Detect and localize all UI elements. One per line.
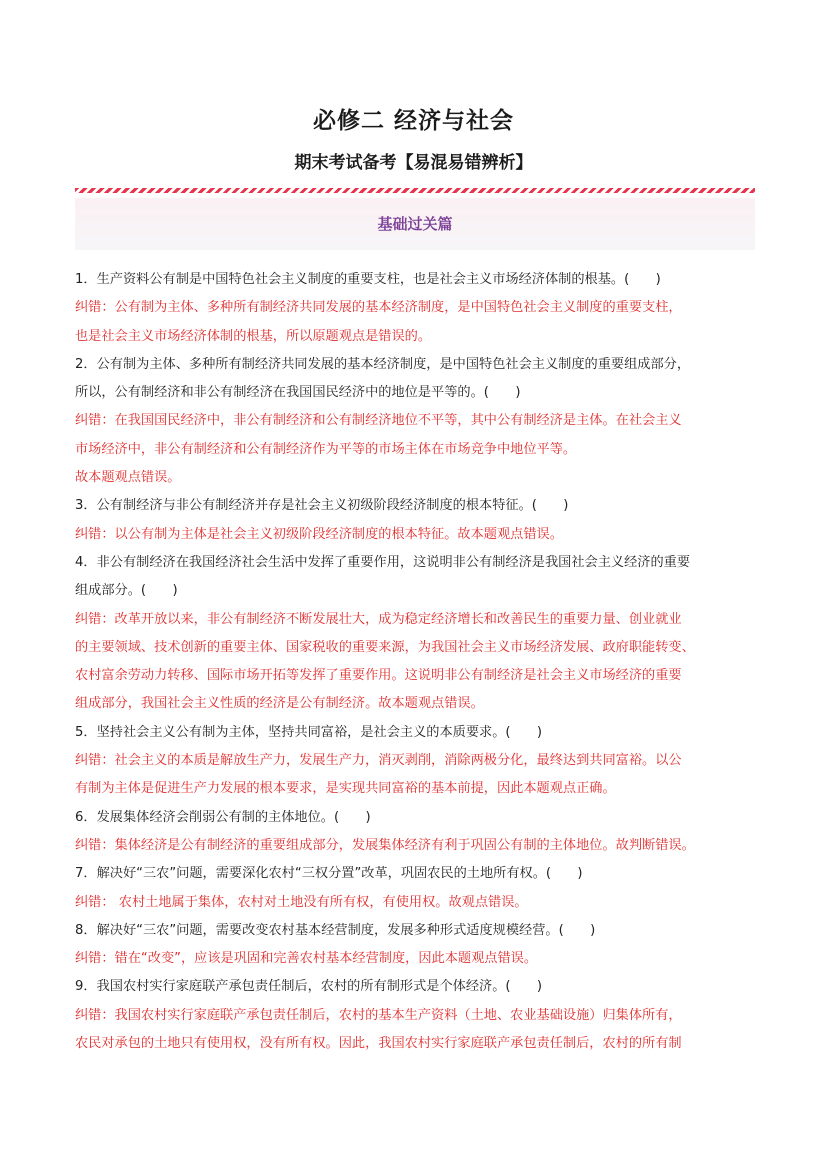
answer-correction-line: 市场经济中，非公有制经济和公有制经济作为平等的市场主体在市场竞争中地位平等。 [75,441,577,457]
question-text-line: 8．解决好“三农”问题，需要改变农村基本经营制度，发展多种形式适度规模经营。( ) [75,922,596,938]
question-text-line: 所以，公有制经济和非公有制经济在我国国民经济中的地位是平等的。( ) [75,385,521,401]
answer-correction-line: 纠错： 农村土地属于集体，农村对土地没有所有权，有使用权。故观点错误。 [75,894,528,910]
question-text-line: 7．解决好“三农”问题，需要深化农村“三权分置”改革，巩固农民的土地所有权。( ) [75,866,583,882]
question-text-line: 1．生产资料公有制是中国特色社会主义制度的重要支柱，也是社会主义市场经济体制的根基。( ) [75,272,661,287]
answer-correction-line: 农民对承包的土地只有使用权，没有所有权。因此，我国农村实行家庭联产承包责任制后，农村的所有制 [75,1036,682,1052]
question-text-line: 5．坚持社会主义公有制为主体，坚持共同富裕，是社会主义的本质要求。( ) [75,724,543,740]
answer-correction-line: 纠错：社会主义的本质是解放生产力，发展生产力，消灭剥削，消除两极分化，最终达到共同富裕。以公 [75,753,682,769]
question-item [75,719,759,804]
question-text-line: 9．我国农村实行家庭联产承包责任制后，农村的所有制形式是个体经济。( ) [75,979,543,995]
question-item [75,266,759,351]
question-item [75,860,759,917]
question-item [75,973,759,1058]
answer-correction-line: 纠错：改革开放以来，非公有制经济不断发展壮大，成为稳定经济增长和改善民生的重要力量、创业就业 [75,611,682,627]
document-subtitle: 期末考试备考【易混易错辨析】 [294,153,533,173]
question-item [75,917,759,974]
answer-correction-line: 纠错：以公有制为主体是社会主义初级阶段经济制度的根本特征。故本题观点错误。 [75,526,563,542]
answer-correction-line: 也是社会主义市场经济体制的根基，所以原题观点是错误的。 [75,328,432,344]
question-list [75,266,759,1058]
answer-correction-line: 纠错：错在“改变”，应该是巩固和完善农村基本经营制度，因此本题观点错误。 [75,951,538,967]
answer-correction-line: 有制为主体是促进生产力发展的根本要求，是实现共同富裕的基本前提，因此本题观点正确。 [75,781,616,797]
answer-correction-line: 纠错：在我国国民经济中，非公有制经济和公有制经济地位不平等，其中公有制经济是主体。在社会主义 [75,413,682,429]
answer-correction-line: 纠错：集体经济是公有制经济的重要组成部分，发展集体经济有利于巩固公有制的主体地位。故判断错误。 [75,837,695,853]
question-text-line: 2．公有制为主体、多种所有制经济共同发展的基本经济制度，是中国特色社会主义制度的重要组成部分， [75,356,691,372]
question-text-line: 3．公有制经济与非公有制经济并存是社会主义初级阶段经济制度的根本特征。( ) [75,498,569,514]
question-text-line: 6．发展集体经济会削弱公有制的主体地位。( ) [75,809,371,825]
answer-correction-line: 故本题观点错误。 [75,470,181,486]
question-text-line: 4．非公有制经济在我国经济社会生活中发挥了重要作用，这说明非公有制经济是我国社会主义经济的重要 [75,554,691,570]
question-item [75,804,759,861]
answer-correction-line: 组成部分，我国社会主义性质的经济是公有制经济。故本题观点错误。 [75,696,484,712]
section-banner-label: 基础过关篇 [377,215,453,233]
question-item [75,492,759,549]
document-title: 必修二 经济与社会 [312,107,514,134]
answer-correction-line: 农村富余劳动力转移、国际市场开拓等发挥了重要作用。这说明非公有制经济是社会主义市场经济的重要 [75,668,682,684]
decorative-divider [75,188,755,193]
section-banner [75,198,755,250]
answer-correction-line: 纠错：公有制为主体、多种所有制经济共同发展的基本经济制度，是中国特色社会主义制度的重要支柱， [75,300,682,316]
answer-correction-line: 纠错：我国农村实行家庭联产承包责任制后，农村的基本生产资料（土地、农业基础设施）归集体所有， [75,1007,682,1023]
answer-correction-line: 的主要领域、技术创新的重要主体、国家税收的重要来源，为我国社会主义市场经济发展、政府职能转变、 [75,639,695,655]
question-item [75,549,759,719]
question-item [75,351,759,492]
question-text-line: 组成部分。( ) [75,583,178,599]
